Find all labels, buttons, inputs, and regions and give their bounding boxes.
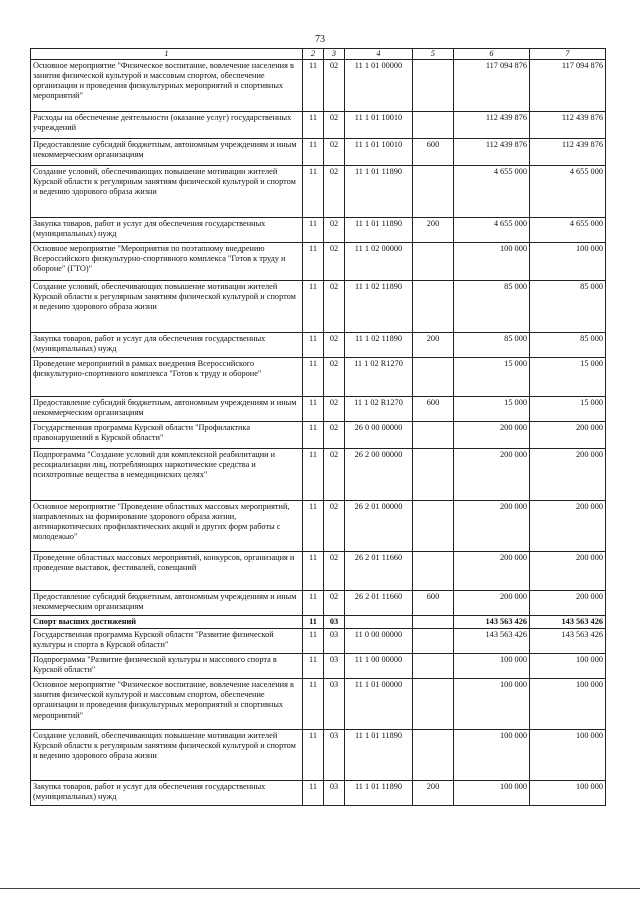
expense-type-cell [413, 629, 454, 654]
section-code-cell: 11 [303, 654, 324, 679]
table-row [31, 60, 606, 112]
subsection-code-cell: 03 [324, 629, 345, 654]
bottom-rule [0, 888, 640, 889]
amount-cell: 4 655 000 [454, 166, 530, 218]
amount-cell: 200 000 [530, 501, 606, 552]
amount-cell: 4 655 000 [530, 218, 606, 243]
table-row [31, 449, 606, 501]
expense-type-cell: 200 [413, 333, 454, 358]
table-row [31, 139, 606, 166]
subsection-code-cell: 02 [324, 166, 345, 218]
amount-cell: 15 000 [530, 358, 606, 397]
section-code-cell: 11 [303, 139, 324, 166]
target-article-cell: 26 0 00 00000 [345, 422, 413, 449]
table-row [31, 243, 606, 281]
expense-type-cell [413, 501, 454, 552]
amount-cell: 100 000 [530, 654, 606, 679]
table-row [31, 552, 606, 591]
expense-type-cell [413, 60, 454, 112]
expense-type-cell [413, 616, 454, 629]
table-row [31, 654, 606, 679]
expense-type-cell [413, 112, 454, 139]
table-row [31, 281, 606, 333]
expense-type-cell: 600 [413, 591, 454, 616]
target-article-cell: 11 1 00 00000 [345, 654, 413, 679]
target-article-cell: 11 1 01 10010 [345, 139, 413, 166]
row-name-cell: Закупка товаров, работ и услуг для обеспечения государственных (муниципальных) нужд [31, 781, 303, 806]
amount-cell: 85 000 [454, 333, 530, 358]
section-code-cell: 11 [303, 112, 324, 139]
section-code-cell: 11 [303, 397, 324, 422]
target-article-cell: 26 2 01 11660 [345, 591, 413, 616]
table-row [31, 679, 606, 730]
table-body [31, 60, 606, 806]
row-name-cell: Закупка товаров, работ и услуг для обеспечения государственных (муниципальных) нужд [31, 218, 303, 243]
section-code-cell: 11 [303, 781, 324, 806]
row-name-cell: Основное мероприятие "Физическое воспитание, вовлечение населения в занятия физической культурой и массовым спортом, обеспечение организации и проведения физкультурных мероприятий и спортивных мероприятий" [31, 60, 303, 112]
subsection-code-cell: 02 [324, 397, 345, 422]
row-name-cell: Предоставление субсидий бюджетным, автономным учреждениям и иным некоммерческим организациям [31, 397, 303, 422]
amount-cell: 100 000 [530, 730, 606, 781]
table-row [31, 218, 606, 243]
section-code-cell: 11 [303, 449, 324, 501]
section-code-cell: 11 [303, 591, 324, 616]
row-name-cell: Создание условий, обеспечивающих повышение мотивации жителей Курской области к регулярным занятиям физической культурой и спортом и ведению здорового образа жизни [31, 166, 303, 218]
expense-type-cell [413, 730, 454, 781]
amount-cell: 112 439 876 [530, 112, 606, 139]
expense-type-cell [413, 654, 454, 679]
subsection-code-cell: 02 [324, 449, 345, 501]
target-article-cell: 11 1 01 10010 [345, 112, 413, 139]
row-name-cell: Государственная программа Курской области "Развитие физической культуры и спорта в Курской области" [31, 629, 303, 654]
row-name-cell: Основное мероприятие "Физическое воспитание, вовлечение населения в занятия физической культурой и массовым спортом, обеспечение организации и проведения физкультурных мероприятий и спортивных мероприятий" [31, 679, 303, 730]
amount-cell: 100 000 [454, 243, 530, 281]
amount-cell: 200 000 [454, 422, 530, 449]
section-code-cell: 11 [303, 679, 324, 730]
amount-cell: 85 000 [454, 281, 530, 333]
subsection-code-cell: 03 [324, 730, 345, 781]
row-name-cell: Предоставление субсидий бюджетным, автономным учреждениям и иным некоммерческим организациям [31, 139, 303, 166]
subsection-code-cell: 02 [324, 218, 345, 243]
table-row [31, 397, 606, 422]
target-article-cell: 26 2 01 11660 [345, 552, 413, 591]
table-row [31, 166, 606, 218]
table-row [31, 422, 606, 449]
budget-table [30, 48, 606, 806]
row-name-cell: Подпрограмма "Создание условий для комплексной реабилитации и ресоциализации лиц, потребляющих наркотические средства и психотропные вещества в немедицинских целях" [31, 449, 303, 501]
amount-cell: 85 000 [530, 281, 606, 333]
table-row [31, 333, 606, 358]
row-name-cell: Государственная программа Курской области "Профилактика правонарушений в Курской области" [31, 422, 303, 449]
target-article-cell: 26 2 01 00000 [345, 501, 413, 552]
row-name-cell: Предоставление субсидий бюджетным, автономным учреждениям и иным некоммерческим организациям [31, 591, 303, 616]
expense-type-cell [413, 243, 454, 281]
column-number-row [31, 49, 606, 60]
subsection-code-cell: 02 [324, 552, 345, 591]
section-code-cell: 11 [303, 281, 324, 333]
amount-cell: 100 000 [454, 679, 530, 730]
target-article-cell: 11 1 02 R1270 [345, 358, 413, 397]
expense-type-cell: 200 [413, 781, 454, 806]
amount-cell: 200 000 [454, 501, 530, 552]
column-number: 1 [31, 49, 303, 60]
section-code-cell: 11 [303, 552, 324, 591]
amount-cell: 200 000 [454, 591, 530, 616]
table-row [31, 629, 606, 654]
section-code-cell: 11 [303, 616, 324, 629]
table-row [31, 730, 606, 781]
amount-cell: 4 655 000 [454, 218, 530, 243]
target-article-cell: 11 1 01 00000 [345, 60, 413, 112]
subsection-code-cell: 02 [324, 112, 345, 139]
target-article-cell: 11 1 02 11890 [345, 333, 413, 358]
target-article-cell: 11 1 02 R1270 [345, 397, 413, 422]
column-number: 2 [303, 49, 324, 60]
expense-type-cell [413, 281, 454, 333]
expense-type-cell [413, 449, 454, 501]
section-code-cell: 11 [303, 501, 324, 552]
table-row [31, 112, 606, 139]
expense-type-cell: 600 [413, 139, 454, 166]
amount-cell: 143 563 426 [454, 629, 530, 654]
target-article-cell: 11 1 01 11890 [345, 730, 413, 781]
section-code-cell: 11 [303, 166, 324, 218]
subsection-code-cell: 03 [324, 781, 345, 806]
amount-cell: 100 000 [454, 730, 530, 781]
section-code-cell: 11 [303, 730, 324, 781]
subsection-code-cell: 02 [324, 358, 345, 397]
expense-type-cell: 200 [413, 218, 454, 243]
amount-cell: 200 000 [530, 552, 606, 591]
table-row [31, 781, 606, 806]
subsection-code-cell: 03 [324, 616, 345, 629]
target-article-cell: 11 1 01 11890 [345, 218, 413, 243]
row-name-cell: Закупка товаров, работ и услуг для обеспечения государственных (муниципальных) нужд [31, 333, 303, 358]
target-article-cell: 11 1 02 11890 [345, 281, 413, 333]
section-code-cell: 11 [303, 60, 324, 112]
amount-cell: 117 094 876 [530, 60, 606, 112]
amount-cell: 200 000 [530, 591, 606, 616]
amount-cell: 100 000 [530, 781, 606, 806]
target-article-cell [345, 616, 413, 629]
table-row [31, 358, 606, 397]
row-name-cell: Проведение областных массовых мероприятий, конкурсов, организация и проведение выставок, фестивалей, совещаний [31, 552, 303, 591]
subsection-code-cell: 02 [324, 243, 345, 281]
expense-type-cell [413, 166, 454, 218]
table-row [31, 616, 606, 629]
amount-cell: 100 000 [530, 679, 606, 730]
column-number: 7 [530, 49, 606, 60]
column-number: 3 [324, 49, 345, 60]
row-name-cell: Подпрограмма "Развитие физической культуры и массового спорта в Курской области" [31, 654, 303, 679]
row-name-cell: Основное мероприятие "Мероприятия по поэтапному внедрению Всероссийского физкультурно-спортивного комплекса "Готов к труду и обороне" (ГТО)" [31, 243, 303, 281]
amount-cell: 200 000 [454, 552, 530, 591]
row-name-cell: Проведение мероприятий в рамках внедрения Всероссийского физкультурно-спортивного комплекса "Готов к труду и обороне" [31, 358, 303, 397]
amount-cell: 143 563 426 [530, 616, 606, 629]
amount-cell: 100 000 [530, 243, 606, 281]
subsection-code-cell: 02 [324, 591, 345, 616]
amount-cell: 112 439 876 [454, 139, 530, 166]
column-number: 4 [345, 49, 413, 60]
section-code-cell: 11 [303, 358, 324, 397]
target-article-cell: 11 1 02 00000 [345, 243, 413, 281]
target-article-cell: 11 0 00 00000 [345, 629, 413, 654]
table-row [31, 501, 606, 552]
subsection-code-cell: 02 [324, 501, 345, 552]
subsection-code-cell: 02 [324, 139, 345, 166]
amount-cell: 100 000 [454, 654, 530, 679]
target-article-cell: 26 2 00 00000 [345, 449, 413, 501]
expense-type-cell [413, 422, 454, 449]
subsection-code-cell: 03 [324, 654, 345, 679]
amount-cell: 85 000 [530, 333, 606, 358]
amount-cell: 112 439 876 [454, 112, 530, 139]
amount-cell: 200 000 [530, 449, 606, 501]
subsection-code-cell: 02 [324, 60, 345, 112]
subsection-code-cell: 03 [324, 679, 345, 730]
section-code-cell: 11 [303, 333, 324, 358]
target-article-cell: 11 1 01 00000 [345, 679, 413, 730]
subsection-code-cell: 02 [324, 333, 345, 358]
amount-cell: 15 000 [454, 358, 530, 397]
row-name-cell: Расходы на обеспечение деятельности (оказание услуг) государственных учреждений [31, 112, 303, 139]
amount-cell: 100 000 [454, 781, 530, 806]
row-name-cell: Создание условий, обеспечивающих повышение мотивации жителей Курской области к регулярным занятиям физической культурой и спортом и ведению здорового образа жизни [31, 281, 303, 333]
target-article-cell: 11 1 01 11890 [345, 781, 413, 806]
amount-cell: 15 000 [454, 397, 530, 422]
amount-cell: 200 000 [454, 449, 530, 501]
column-number: 6 [454, 49, 530, 60]
section-code-cell: 11 [303, 243, 324, 281]
section-code-cell: 11 [303, 422, 324, 449]
page-number: 73 [315, 34, 325, 45]
expense-type-cell: 600 [413, 397, 454, 422]
amount-cell: 143 563 426 [454, 616, 530, 629]
expense-type-cell [413, 552, 454, 591]
amount-cell: 200 000 [530, 422, 606, 449]
amount-cell: 4 655 000 [530, 166, 606, 218]
amount-cell: 143 563 426 [530, 629, 606, 654]
expense-type-cell [413, 679, 454, 730]
expense-type-cell [413, 358, 454, 397]
row-name-cell: Спорт высших достижений [31, 616, 303, 629]
section-code-cell: 11 [303, 629, 324, 654]
row-name-cell: Создание условий, обеспечивающих повышение мотивации жителей Курской области к регулярным занятиям физической культурой и спортом и ведению здорового образа жизни [31, 730, 303, 781]
section-code-cell: 11 [303, 218, 324, 243]
amount-cell: 117 094 876 [454, 60, 530, 112]
amount-cell: 112 439 876 [530, 139, 606, 166]
subsection-code-cell: 02 [324, 422, 345, 449]
subsection-code-cell: 02 [324, 281, 345, 333]
row-name-cell: Основное мероприятие "Проведение областных массовых мероприятий, направленных на формирование здорового образа жизни, антинаркотических профилактических акций и других форм работы с молодежью" [31, 501, 303, 552]
column-number: 5 [413, 49, 454, 60]
amount-cell: 15 000 [530, 397, 606, 422]
target-article-cell: 11 1 01 11890 [345, 166, 413, 218]
table-row [31, 591, 606, 616]
